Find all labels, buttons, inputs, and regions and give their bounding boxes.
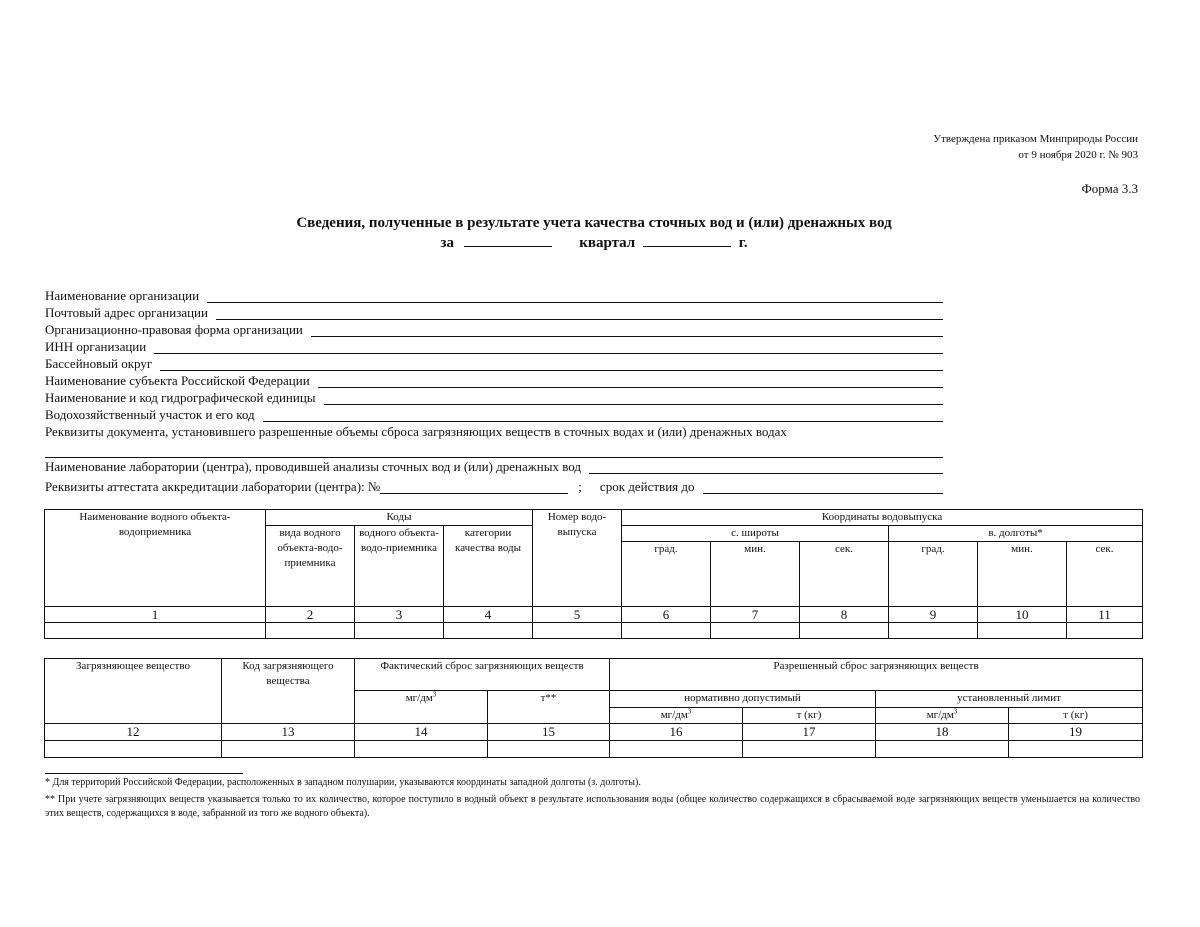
hydro-unit-label: Наименование и код гидрографической единицы — [45, 390, 316, 405]
col-number: 9 — [889, 607, 978, 623]
basin-district-label: Бассейновый округ — [45, 356, 153, 371]
title-middle: квартал — [579, 235, 636, 251]
normative-mg: $мг/дм^3$ — [610, 708, 743, 724]
normative-t: т (кг) — [743, 708, 876, 724]
col-number: 13 — [222, 724, 355, 741]
limit-t: т (кг) — [1009, 708, 1143, 724]
group-permitted: Разрешенный сброс загрязняющих веществ — [610, 659, 1143, 691]
legal-form-row — [45, 320, 943, 337]
col-number: 6 — [622, 607, 711, 623]
table-cell[interactable] — [488, 741, 610, 758]
col-water-body: Наименование водного объекта-водоприемника — [45, 510, 266, 607]
col-number: 2 — [266, 607, 355, 623]
title-prefix: за — [440, 235, 454, 251]
table-cell[interactable] — [355, 741, 488, 758]
validity-label: срок действия до — [599, 479, 695, 494]
year-input[interactable] — [643, 232, 731, 247]
quarter-input[interactable] — [464, 232, 552, 247]
group-latitude: с. широты — [622, 526, 889, 542]
table-cell[interactable] — [800, 623, 889, 639]
lon-deg: град. — [889, 542, 978, 607]
group-longitude: в. долготы* — [889, 526, 1143, 542]
title-suffix: г. — [738, 235, 748, 251]
federal-subject-label: Наименование субъекта Российской Федерации — [45, 373, 310, 388]
lat-min: мин. — [711, 542, 800, 607]
table-cell[interactable] — [1067, 623, 1143, 639]
table-cell[interactable] — [978, 623, 1067, 639]
col-number: 4 — [444, 607, 533, 623]
inn-input[interactable] — [154, 339, 943, 354]
col-quality-category: категории качества воды — [444, 526, 533, 607]
document-title — [150, 214, 1038, 252]
water-section-label: Водохозяйственный участок и его код — [45, 407, 255, 422]
approval-line-2: от 9 ноября 2020 г. № 903 — [1018, 149, 1138, 161]
table-cell[interactable] — [1009, 741, 1143, 758]
permit-document-input[interactable] — [45, 442, 943, 458]
hydro-unit-row — [45, 388, 943, 405]
table-cell[interactable] — [355, 623, 444, 639]
group-coordinates: Координаты водовыпуска — [622, 510, 1143, 526]
title-line-2 — [150, 232, 1038, 252]
permit-document-label: Реквизиты документа, установившего разрешенные объемы сброса загрязняющих веществ в сточных водах и (или) дренажных водах — [45, 424, 787, 439]
col-number: 19 — [1009, 724, 1143, 741]
limit-mg: $мг/дм^3$ — [876, 708, 1009, 724]
col-outlet-number: Номер водо-выпуска — [533, 510, 622, 607]
inn-row — [45, 337, 943, 354]
table-row — [45, 741, 1143, 758]
water-section-row — [45, 405, 943, 422]
group-codes: Коды — [266, 510, 533, 526]
col-number: 1 — [45, 607, 266, 623]
accreditation-separator: ; — [578, 479, 582, 494]
lon-sec: сек. — [1067, 542, 1143, 607]
lon-min: мин. — [978, 542, 1067, 607]
col-water-body-code: водного объекта-водо-приемника — [355, 526, 444, 607]
accreditation-label: Реквизиты аттестата аккредитации лаборатории (центра): № — [45, 479, 381, 494]
validity-date-input[interactable] — [703, 479, 944, 494]
col-number: 11 — [1067, 607, 1143, 623]
col-pollutant-code: Код загрязняющего вещества — [222, 659, 355, 724]
org-name-input[interactable] — [207, 288, 943, 303]
col-number: 12 — [45, 724, 222, 741]
table-cell[interactable] — [711, 623, 800, 639]
footnote-2: ** При учете загрязняющих веществ указывается только то их количество, которое поступило в водный объект в результате использования воды (общее количество содержащихся в сбрасываемой воде загрязняющих веществ уменьшается на количество этих веществ, содержащихся в воде, забранной из того же водного объекта). — [45, 794, 1140, 819]
org-name-label: Наименование организации — [45, 288, 200, 303]
col-number: 5 — [533, 607, 622, 623]
table-cell[interactable] — [889, 623, 978, 639]
footnote-divider — [45, 773, 243, 774]
basin-district-row — [45, 354, 943, 371]
form-number: Форма 3.3 — [1081, 181, 1138, 196]
federal-subject-row — [45, 371, 943, 388]
col-number: 7 — [711, 607, 800, 623]
accreditation-number-input[interactable] — [380, 479, 568, 494]
pollutant-table — [44, 658, 1143, 758]
col-number: 3 — [355, 607, 444, 623]
approval-line-1: Утверждена приказом Минприроды России — [933, 133, 1138, 145]
postal-address-input[interactable] — [216, 305, 943, 320]
lat-sec: сек. — [800, 542, 889, 607]
actual-mg: $мг/дм^3$ — [355, 691, 488, 724]
org-name-row — [45, 286, 943, 303]
group-actual: Фактический сброс загрязняющих веществ — [355, 659, 610, 691]
legal-form-label: Организационно-правовая форма организации — [45, 322, 303, 337]
group-limit: установленный лимит — [876, 691, 1143, 708]
col-number: 17 — [743, 724, 876, 741]
table-cell[interactable] — [444, 623, 533, 639]
actual-t: т** — [488, 691, 610, 724]
table-cell[interactable] — [533, 623, 622, 639]
laboratory-input[interactable] — [589, 459, 943, 474]
col-number: 14 — [355, 724, 488, 741]
lat-deg: град. — [622, 542, 711, 607]
col-number: 10 — [978, 607, 1067, 623]
col-pollutant: Загрязняющее вещество — [45, 659, 222, 724]
col-number: 15 — [488, 724, 610, 741]
col-number: 18 — [876, 724, 1009, 741]
laboratory-label: Наименование лаборатории (центра), проводившей анализы сточных вод и (или) дренажных вод — [45, 459, 581, 474]
hydro-unit-input[interactable] — [324, 390, 943, 405]
legal-form-input[interactable] — [311, 322, 943, 337]
col-number: 8 — [800, 607, 889, 623]
postal-address-row — [45, 303, 943, 320]
table-cell[interactable] — [266, 623, 355, 639]
table-cell[interactable] — [222, 741, 355, 758]
accreditation-row — [45, 477, 943, 494]
col-water-body-type: вида водного объекта-водо-приемника — [266, 526, 355, 607]
approval-note — [700, 131, 1138, 163]
col-number: 16 — [610, 724, 743, 741]
group-normative: нормативно допустимый — [610, 691, 876, 708]
outlet-table — [44, 509, 1143, 639]
footnote-1: * Для территорий Российской Федерации, расположенных в западном полушарии, указываются координаты западной долготы (з. долготы). — [45, 777, 641, 788]
laboratory-row — [45, 459, 943, 474]
table-cell[interactable] — [876, 741, 1009, 758]
postal-address-label: Почтовый адрес организации — [45, 305, 208, 320]
table-cell[interactable] — [622, 623, 711, 639]
basin-district-input[interactable] — [160, 356, 943, 371]
title-line-1: Сведения, полученные в результате учета качества сточных вод и (или) дренажных вод — [296, 215, 892, 231]
table-cell[interactable] — [743, 741, 876, 758]
table-cell[interactable] — [610, 741, 743, 758]
federal-subject-input[interactable] — [318, 373, 943, 388]
table-row — [45, 623, 1143, 639]
table-cell[interactable] — [45, 741, 222, 758]
table-cell[interactable] — [45, 623, 266, 639]
inn-label: ИНН организации — [45, 339, 147, 354]
water-section-input[interactable] — [263, 407, 943, 422]
